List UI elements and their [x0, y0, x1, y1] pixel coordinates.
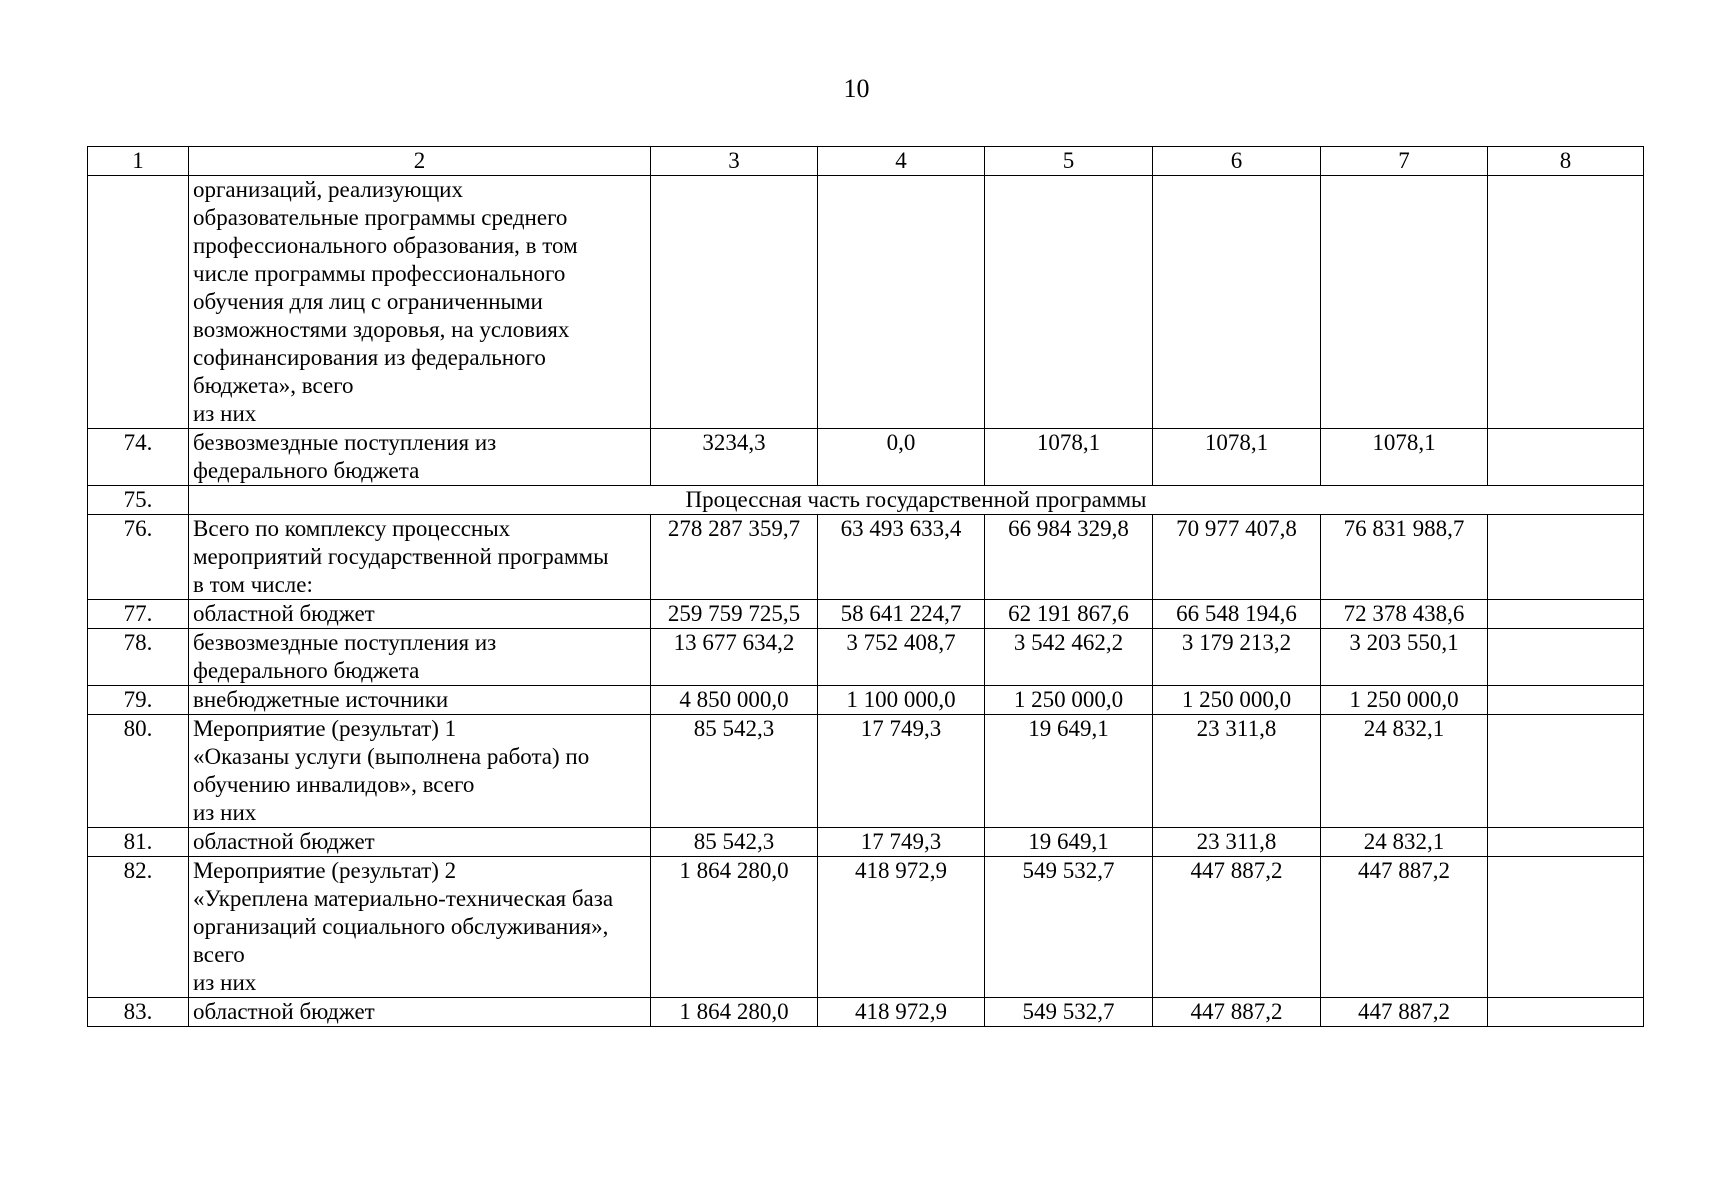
value-cell-col-8 — [1488, 176, 1644, 429]
value-cell-col-3: 1 864 280,0 — [651, 998, 818, 1027]
value-cell-col-7 — [1321, 176, 1488, 429]
row-number-cell: 75. — [88, 486, 189, 515]
row-name-cell — [189, 629, 651, 686]
value-cell-col-6 — [1153, 176, 1321, 429]
column-header: 7 — [1321, 147, 1488, 176]
value-cell-col-3: 85 542,3 — [651, 715, 818, 828]
value-cell-col-7: 447 887,2 — [1321, 857, 1488, 998]
value-cell-col-8 — [1488, 828, 1644, 857]
table-row — [88, 515, 1644, 600]
row-name-line: образовательные программы среднего — [193, 205, 568, 230]
value-cell-col-6: 66 548 194,6 — [1153, 600, 1321, 629]
table-row — [88, 686, 1644, 715]
row-name-line: федерального бюджета — [193, 458, 420, 483]
row-number-cell: 76. — [88, 515, 189, 600]
value-cell-col-6: 447 887,2 — [1153, 998, 1321, 1027]
value-cell-col-5: 3 542 462,2 — [985, 629, 1153, 686]
value-cell-col-6: 23 311,8 — [1153, 828, 1321, 857]
value-cell-col-5: 66 984 329,8 — [985, 515, 1153, 600]
row-name-cell — [189, 686, 651, 715]
row-name-line: организаций социального обслуживания», — [193, 914, 609, 939]
row-name-line: из них — [193, 970, 257, 995]
value-cell-col-7: 1 250 000,0 — [1321, 686, 1488, 715]
row-name-line: возможностями здоровья, на условиях — [193, 317, 570, 342]
row-name-line: профессионального образования, в том — [193, 233, 578, 258]
value-cell-col-5: 549 532,7 — [985, 857, 1153, 998]
table-row — [88, 600, 1644, 629]
value-cell-col-4: 1 100 000,0 — [818, 686, 985, 715]
value-cell-col-6: 23 311,8 — [1153, 715, 1321, 828]
section-title-cell: Процессная часть государственной программы — [189, 486, 1644, 515]
value-cell-col-3 — [651, 176, 818, 429]
row-name-cell — [189, 857, 651, 998]
value-cell-col-4: 3 752 408,7 — [818, 629, 985, 686]
row-name-line: внебюджетные источники — [193, 687, 449, 712]
value-cell-col-4: 63 493 633,4 — [818, 515, 985, 600]
row-name-line: Всего по комплексу процессных — [193, 516, 511, 541]
value-cell-col-5 — [985, 176, 1153, 429]
value-cell-col-7: 1078,1 — [1321, 429, 1488, 486]
row-name-line: обучения для лиц с ограниченными — [193, 289, 543, 314]
value-cell-col-3: 85 542,3 — [651, 828, 818, 857]
row-name-cell — [189, 429, 651, 486]
value-cell-col-3: 259 759 725,5 — [651, 600, 818, 629]
value-cell-col-4: 17 749,3 — [818, 828, 985, 857]
table-row — [88, 857, 1644, 998]
column-header: 4 — [818, 147, 985, 176]
row-name-cell — [189, 176, 651, 429]
value-cell-col-3: 1 864 280,0 — [651, 857, 818, 998]
value-cell-col-8 — [1488, 429, 1644, 486]
budget-table — [87, 146, 1644, 1027]
value-cell-col-4: 17 749,3 — [818, 715, 985, 828]
value-cell-col-6: 3 179 213,2 — [1153, 629, 1321, 686]
row-number-cell: 83. — [88, 998, 189, 1027]
row-number-cell: 80. — [88, 715, 189, 828]
value-cell-col-5: 1078,1 — [985, 429, 1153, 486]
row-name-line: в том числе: — [193, 572, 313, 597]
row-number-cell: 79. — [88, 686, 189, 715]
value-cell-col-7: 24 832,1 — [1321, 715, 1488, 828]
row-name-line: из них — [193, 800, 257, 825]
table-row — [88, 715, 1644, 828]
value-cell-col-5: 62 191 867,6 — [985, 600, 1153, 629]
row-name-line: федерального бюджета — [193, 658, 420, 683]
row-name-line: областной бюджет — [193, 829, 375, 854]
value-cell-col-8 — [1488, 515, 1644, 600]
value-cell-col-5: 19 649,1 — [985, 715, 1153, 828]
row-number-cell: 82. — [88, 857, 189, 998]
value-cell-col-3: 3234,3 — [651, 429, 818, 486]
row-name-line: бюджета», всего — [193, 373, 354, 398]
value-cell-col-4: 418 972,9 — [818, 998, 985, 1027]
row-number-cell: 81. — [88, 828, 189, 857]
value-cell-col-8 — [1488, 857, 1644, 998]
value-cell-col-8 — [1488, 998, 1644, 1027]
value-cell-col-4 — [818, 176, 985, 429]
row-name-cell — [189, 715, 651, 828]
column-header: 6 — [1153, 147, 1321, 176]
row-name-line: мероприятий государственной программы — [193, 544, 609, 569]
column-header: 3 — [651, 147, 818, 176]
row-name-line: числе программы профессионального — [193, 261, 566, 286]
row-name-line: «Укреплена материально-техническая база — [193, 886, 614, 911]
row-name-line: областной бюджет — [193, 601, 375, 626]
value-cell-col-4: 0,0 — [818, 429, 985, 486]
row-number-cell — [88, 176, 189, 429]
value-cell-col-4: 58 641 224,7 — [818, 600, 985, 629]
row-name-line: «Оказаны услуги (выполнена работа) по — [193, 744, 590, 769]
row-name-line: Мероприятие (результат) 1 — [193, 716, 457, 741]
row-name-cell — [189, 828, 651, 857]
column-header: 2 — [189, 147, 651, 176]
value-cell-col-6: 70 977 407,8 — [1153, 515, 1321, 600]
row-name-line: безвозмездные поступления из — [193, 430, 497, 455]
page-number: 10 — [843, 74, 870, 103]
row-name-cell — [189, 600, 651, 629]
row-name-line: всего — [193, 942, 245, 967]
value-cell-col-8 — [1488, 715, 1644, 828]
value-cell-col-3: 13 677 634,2 — [651, 629, 818, 686]
value-cell-col-6: 1078,1 — [1153, 429, 1321, 486]
row-number-cell: 77. — [88, 600, 189, 629]
table-row — [88, 998, 1644, 1027]
value-cell-col-8 — [1488, 600, 1644, 629]
row-name-cell — [189, 998, 651, 1027]
value-cell-col-7: 3 203 550,1 — [1321, 629, 1488, 686]
value-cell-col-6: 1 250 000,0 — [1153, 686, 1321, 715]
table-row — [88, 486, 1644, 515]
row-number-cell: 74. — [88, 429, 189, 486]
table-row — [88, 176, 1644, 429]
value-cell-col-4: 418 972,9 — [818, 857, 985, 998]
value-cell-col-7: 72 378 438,6 — [1321, 600, 1488, 629]
value-cell-col-7: 447 887,2 — [1321, 998, 1488, 1027]
table-row — [88, 629, 1644, 686]
row-name-cell — [189, 515, 651, 600]
value-cell-col-5: 549 532,7 — [985, 998, 1153, 1027]
row-name-line: Мероприятие (результат) 2 — [193, 858, 457, 883]
row-name-line: организаций, реализующих — [193, 177, 463, 202]
table-row — [88, 429, 1644, 486]
column-header: 1 — [88, 147, 189, 176]
row-name-line: безвозмездные поступления из — [193, 630, 497, 655]
column-header: 8 — [1488, 147, 1644, 176]
row-name-line: софинансирования из федерального — [193, 345, 546, 370]
value-cell-col-3: 4 850 000,0 — [651, 686, 818, 715]
value-cell-col-3: 278 287 359,7 — [651, 515, 818, 600]
value-cell-col-7: 24 832,1 — [1321, 828, 1488, 857]
table-row — [88, 828, 1644, 857]
row-name-line: обучению инвалидов», всего — [193, 772, 475, 797]
column-header: 5 — [985, 147, 1153, 176]
value-cell-col-5: 1 250 000,0 — [985, 686, 1153, 715]
value-cell-col-7: 76 831 988,7 — [1321, 515, 1488, 600]
value-cell-col-5: 19 649,1 — [985, 828, 1153, 857]
row-name-line: областной бюджет — [193, 999, 375, 1024]
header-row — [88, 147, 1644, 176]
table-body — [88, 147, 1644, 1027]
row-number-cell: 78. — [88, 629, 189, 686]
value-cell-col-8 — [1488, 686, 1644, 715]
value-cell-col-6: 447 887,2 — [1153, 857, 1321, 998]
value-cell-col-8 — [1488, 629, 1644, 686]
row-name-line: из них — [193, 401, 257, 426]
